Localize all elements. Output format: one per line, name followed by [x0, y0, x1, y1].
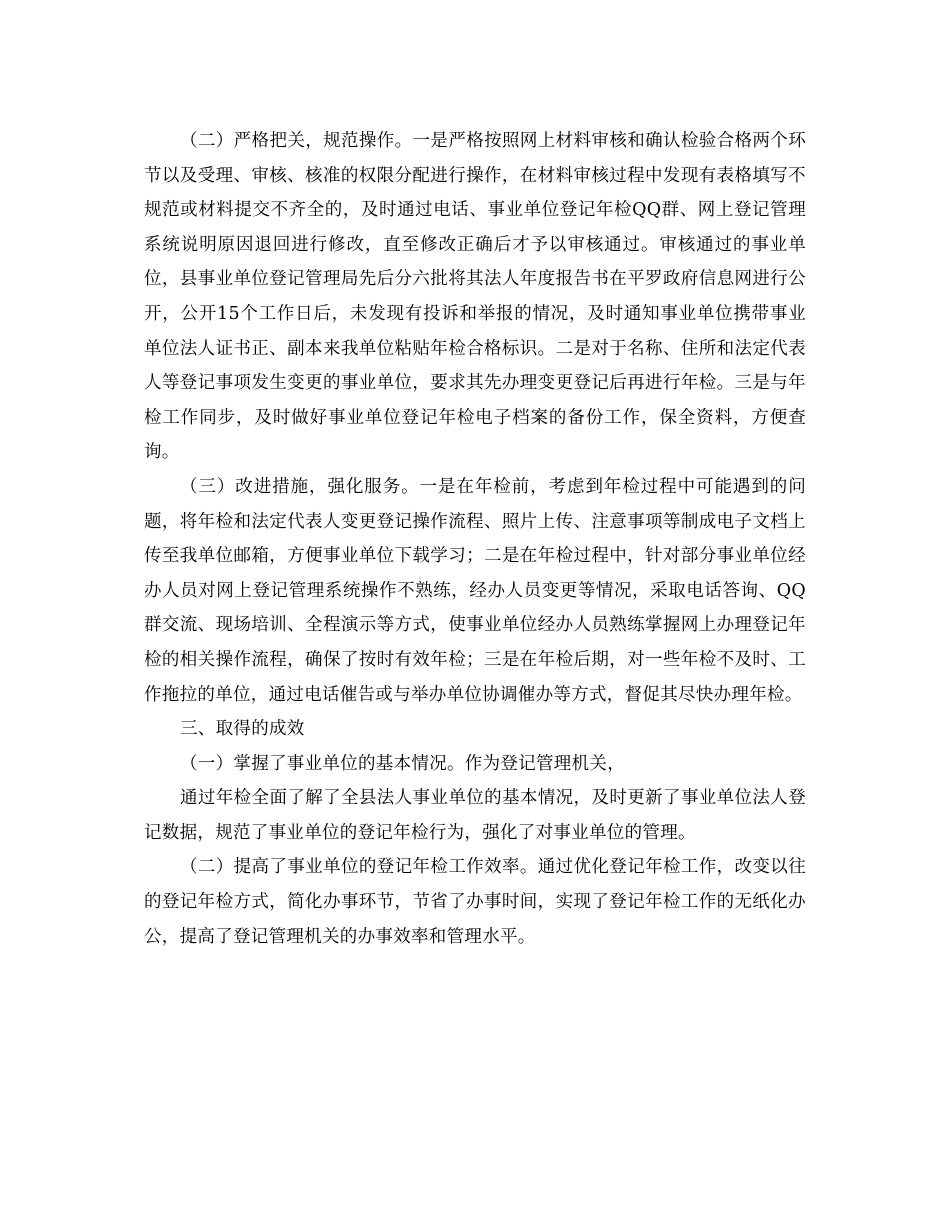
paragraph-efficiency: （二）提高了事业单位的登记年检工作效率。通过优化登记年检工作，改变以往的登记年检方式，简化办事环节，节省了办事时间，实现了登记年检工作的无纸化办公，提高了登记管理机关的办事效率和管理水平。 [144, 857, 806, 947]
section-heading-results: 三、取得的成效 [180, 719, 305, 740]
paragraph-strict-control: （二）严格把关，规范操作。一是严格按照网上材料审核和确认检验合格两个环节以及受理、审核、核准的权限分配进行操作，在材料审核过程中发现有表格填写不规范或材料提交不齐全的，及时通过电话、事业单位登记年检QQ群、网上登记管理系统说明原因退回进行修改，直至修改正确后才予以审核通过。审核通过的事业单位，县事业单位登记管理局先后分六批将其法人年度报告书在平罗政府信息网进行公开，公开15个工作日后，未发现有投诉和举报的情况，及时通知事业单位携带事业单位法人证书正、副本来我单位粘贴年检合格标识。二是对于名称、住所和法定代表人等登记事项发生变更的事业单位，要求其先办理变更登记后再进行年检。三是与年检工作同步，及时做好事业单位登记年检电子档案的备份工作，保全资料，方便查询。 [144, 131, 806, 463]
paragraph-basic-situation-detail: 通过年检全面了解了全县法人事业单位的基本情况，及时更新了事业单位法人登记数据，规范了事业单位的登记年检行为，强化了对事业单位的管理。 [144, 788, 806, 843]
paragraph-improve-measures: （三）改进措施，强化服务。一是在年检前，考虑到年检过程中可能遇到的问题，将年检和法定代表人变更登记操作流程、照片上传、注意事项等制成电子文档上传至我单位邮箱，方便事业单位下载学习；二是在年检过程中，针对部分事业单位经办人员对网上登记管理系统操作不熟练，经办人员变更等情况，采取电话答询、QQ群交流、现场培训、全程演示等方式，使事业单位经办人员熟练掌握网上办理登记年检的相关操作流程，确保了按时有效年检；三是在年检后期，对一些年检不及时、工作拖拉的单位，通过电话催告或与举办单位协调催办等方式，督促其尽快办理年检。 [144, 476, 806, 705]
document-body [144, 124, 806, 954]
paragraph-basic-situation-intro: （一）掌握了事业单位的基本情况。作为登记管理机关， [180, 753, 625, 774]
